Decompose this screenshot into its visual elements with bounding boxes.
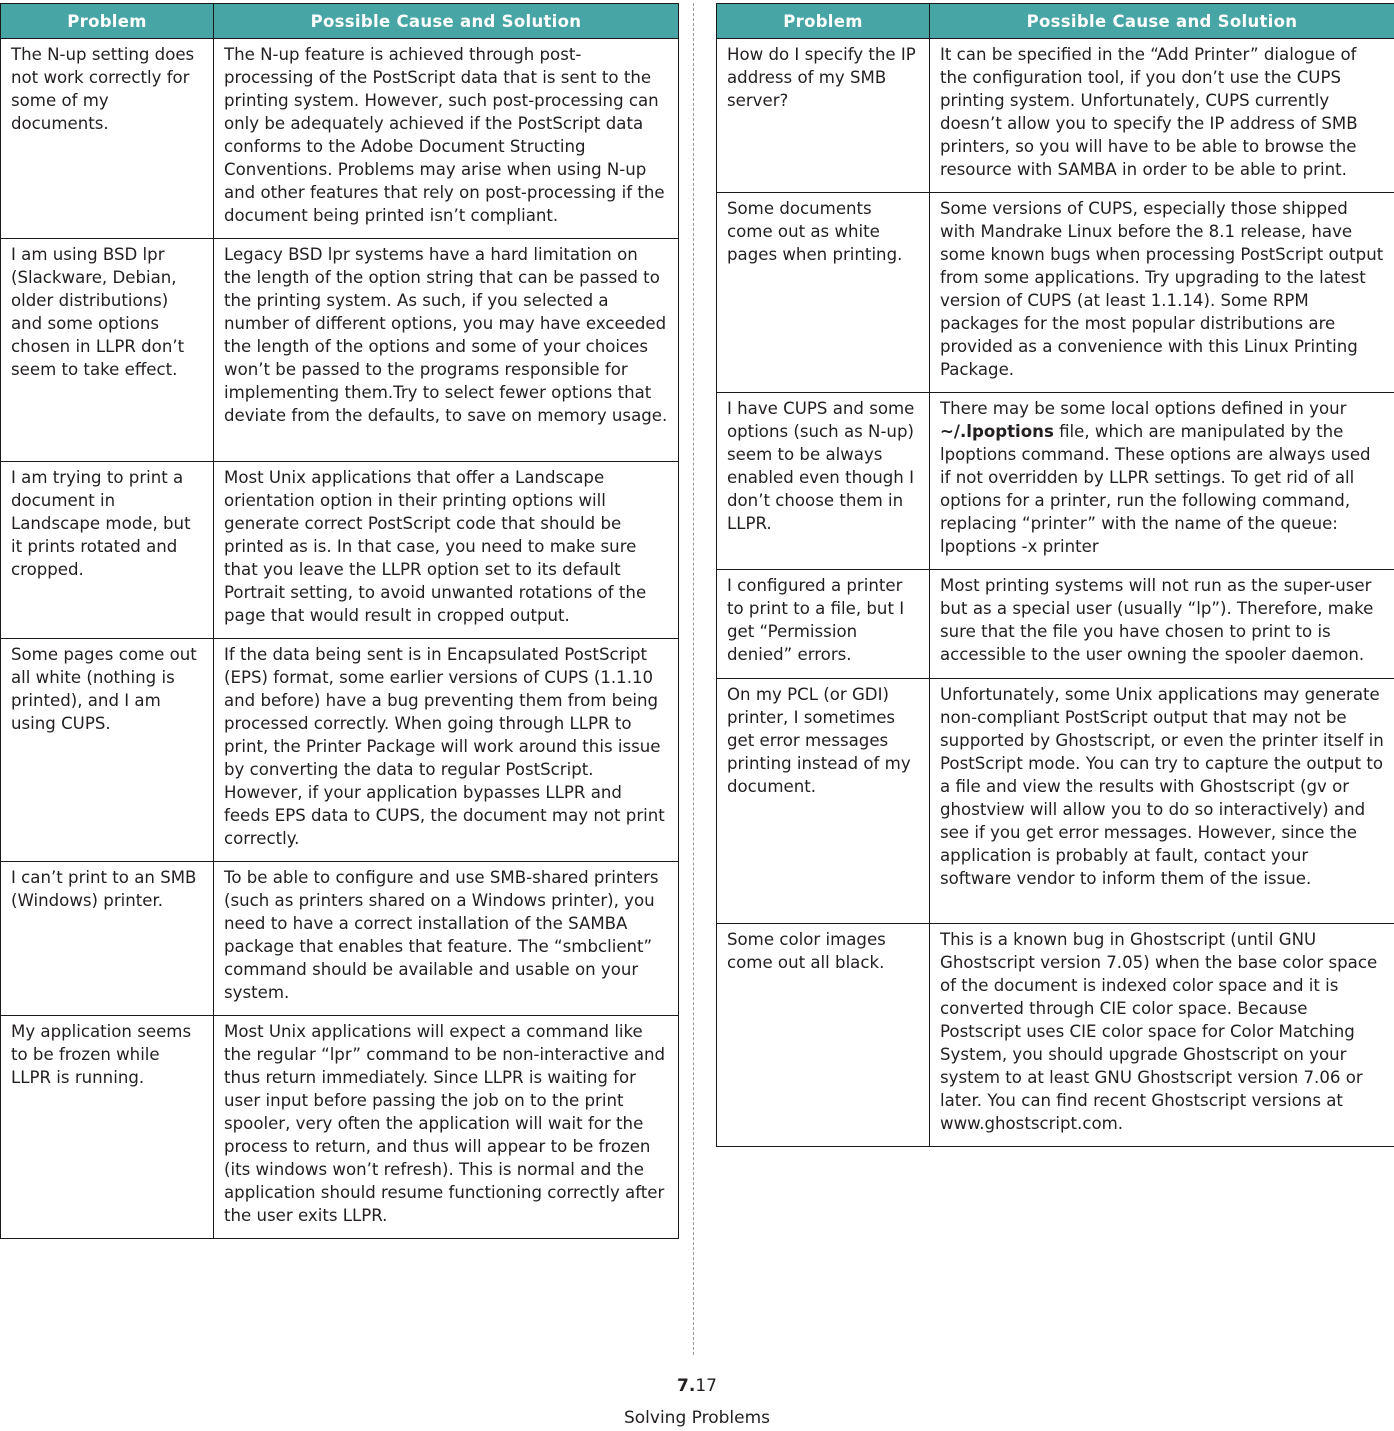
solution-cell: To be able to configure and use SMB-shared printers (such as printers shared on a Windows printer), you need to have a correct installation of the SAMBA package that enables that feature. The “smbclient” command should be available and usable on your system. xyxy=(214,862,679,1016)
problem-cell: I configured a printer to print to a file, but I get “Permission denied” errors. xyxy=(717,570,930,679)
table-row xyxy=(1,639,679,862)
solution-cell xyxy=(930,393,1394,570)
problem-column-header: Problem xyxy=(1,4,214,39)
solution-cell: Some versions of CUPS, especially those shipped with Mandrake Linux before the 8.1 release, have some known bugs when processing PostScript output from some applications. Try upgrading to the latest version of CUPS (at least 1.1.14). Some RPM packages for the most popular distributions are provided as a convenience with this Linux Printing Package. xyxy=(930,193,1394,393)
page-index: 17 xyxy=(695,1376,717,1396)
table-row xyxy=(717,679,1394,924)
left-troubleshooting-table xyxy=(0,3,678,1239)
table-row xyxy=(1,862,679,1016)
table-row xyxy=(717,924,1394,1147)
footer-section-title: Solving Problems xyxy=(623,1408,771,1428)
table-row xyxy=(1,1016,679,1239)
problem-cell: My application seems to be frozen while LLPR is running. xyxy=(1,1016,214,1239)
solution-cell: Most printing systems will not run as the super-user but as a special user (usually “lp”). Therefore, make sure that the file you have chosen to print to is accessible to the user owning the spooler daemon. xyxy=(930,570,1394,679)
table-row xyxy=(717,570,1394,679)
right-troubleshooting-table xyxy=(716,3,1394,1147)
solution-cell: Most Unix applications that offer a Landscape orientation option in their printing options will generate correct PostScript code that should be printed as is. In that case, you need to make sure that you leave the LLPR option set to its default Portrait setting, to avoid unwanted rotations of the page that would result in cropped output. xyxy=(214,462,679,639)
table-row xyxy=(1,239,679,462)
solution-column-header: Possible Cause and Solution xyxy=(214,4,679,39)
problem-cell: I am using BSD lpr (Slackware, Debian, older distributions) and some options chosen in LLPR don’t seem to take effect. xyxy=(1,239,214,462)
solution-text: There may be some local options defined in your xyxy=(940,399,1347,418)
table-row xyxy=(717,193,1394,393)
solution-cell: It can be specified in the “Add Printer” dialogue of the configuration tool, if you don’t use the CUPS printing system. Unfortunately, CUPS currently doesn’t allow you to specify the IP address of SMB printers, so you will have to be able to browse the resource with SAMBA in order to be able to print. xyxy=(930,39,1394,193)
problem-cell: On my PCL (or GDI) printer, I sometimes get error messages printing instead of my document. xyxy=(717,679,930,924)
problem-cell: The N-up setting does not work correctly for some of my documents. xyxy=(1,39,214,239)
table-header-row xyxy=(1,4,679,39)
problem-cell: How do I specify the IP address of my SMB server? xyxy=(717,39,930,193)
problem-column-header: Problem xyxy=(717,4,930,39)
solution-cell: Legacy BSD lpr systems have a hard limitation on the length of the option string that can be passed to the printing system. As such, if you selected a number of different options, you may have exceeded the length of the options and some of your choices won’t be passed to the programs responsible for implementing them.Try to select fewer options that deviate from the defaults, to save on memory usage. xyxy=(214,239,679,462)
solution-cell: The N-up feature is achieved through post-processing of the PostScript data that is sent to the printing system. However, such post-processing can only be adequately achieved if the PostScript data conforms to the Adobe Document Structing Conventions. Problems may arise when using N-up and other features that rely on post-processing if the document being printed isn’t compliant. xyxy=(214,39,679,239)
table-row xyxy=(1,462,679,639)
page-number xyxy=(0,1376,1394,1396)
table-header-row xyxy=(717,4,1394,39)
problem-cell: Some documents come out as white pages when printing. xyxy=(717,193,930,393)
table-row xyxy=(717,393,1394,570)
solution-cell: If the data being sent is in Encapsulated PostScript (EPS) format, some earlier versions of CUPS (1.1.10 and before) have a bug preventing them from being processed correctly. When going through LLPR to print, the Printer Package will work around this issue by converting the data to regular PostScript. However, if your application bypasses LLPR and feeds EPS data to CUPS, the document may not print correctly. xyxy=(214,639,679,862)
solution-text: file, which are manipulated by the lpoptions command. These options are always used if not overridden by LLPR settings. To get rid of all options for a printer, run the following command, replacing “printer” with the name of the queue: lpoptions -x printer xyxy=(940,422,1371,556)
solution-cell: This is a known bug in Ghostscript (until GNU Ghostscript version 7.05) when the base color space of the document is indexed color space and it is converted through CIE color space. Because Postscript uses CIE color space for Color Matching System, you should upgrade Ghostscript on your system to at least GNU Ghostscript version 7.06 or later. You can find recent Ghostscript versions at www.ghostscript.com. xyxy=(930,924,1394,1147)
solution-cell: Unfortunately, some Unix applications may generate non-compliant PostScript output that may not be supported by Ghostscript, or even the printer itself in PostScript mode. You can try to capture the output to a file and view the results with Ghostscript (gv or ghostview will allow you to do so interactively) and see if you get error messages. However, since the application is probably at fault, contact your software vendor to inform them of the issue. xyxy=(930,679,1394,924)
problem-cell: I can’t print to an SMB (Windows) printer. xyxy=(1,862,214,1016)
problem-cell: Some color images come out all black. xyxy=(717,924,930,1147)
problem-cell: I have CUPS and some options (such as N-up) seem to be always enabled even though I don’t choose them in LLPR. xyxy=(717,393,930,570)
chapter-number: 7. xyxy=(677,1376,696,1396)
table-row xyxy=(717,39,1394,193)
solution-column-header: Possible Cause and Solution xyxy=(930,4,1394,39)
column-divider xyxy=(693,3,694,1355)
lpoptions-filename: ~/.lpoptions xyxy=(940,422,1054,441)
problem-cell: I am trying to print a document in Landscape mode, but it prints rotated and cropped. xyxy=(1,462,214,639)
problem-cell: Some pages come out all white (nothing is printed), and I am using CUPS. xyxy=(1,639,214,862)
table-row xyxy=(1,39,679,239)
solution-cell: Most Unix applications will expect a command like the regular “lpr” command to be non-interactive and thus return immediately. Since LLPR is waiting for user input before passing the job on to the print spooler, very often the application will wait for the process to return, and thus will appear to be frozen (its windows won’t refresh). This is normal and the application should resume functioning correctly after the user exits LLPR. xyxy=(214,1016,679,1239)
